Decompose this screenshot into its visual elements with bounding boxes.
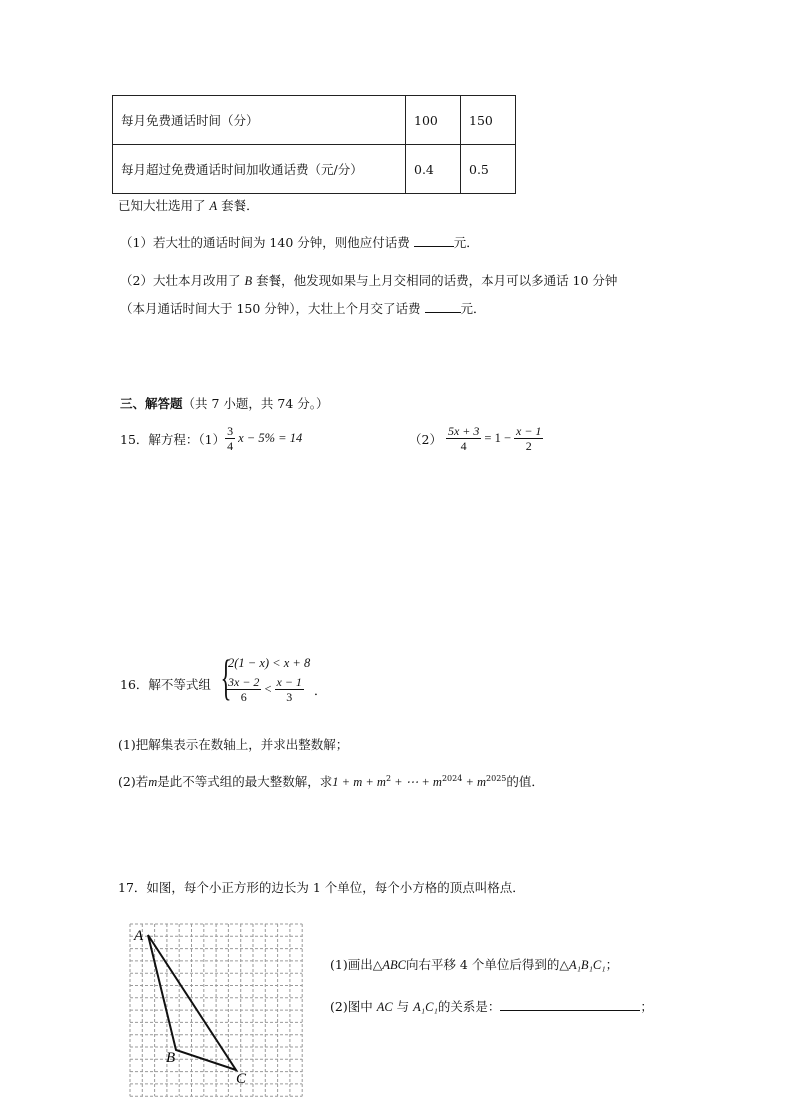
- q16-part2: (2)若m是此不等式组的最大整数解，求$1 + m + m^2$ + ⋯ + $m^{2024} + m^{2025}$的值．: [118, 773, 544, 789]
- answer-blank[interactable]: [500, 998, 640, 1011]
- vertex-label-b: B: [166, 1050, 176, 1066]
- table-cell: 每月免费通话时间（分）: [113, 96, 406, 145]
- vertex-label-a: A: [134, 928, 144, 944]
- fraction: $\frac{5x + 3}{4}$: [447, 424, 480, 453]
- q16-part1: (1)把解集表示在数轴上，并求出整数解；: [118, 737, 349, 752]
- q14-intro: 已知大壮选用了 A 套餐．: [118, 198, 259, 213]
- q15-eq2: （2） $\frac{5x + 3}{4}$ = 1 − $\frac{x - 1}{2}$: [409, 424, 542, 453]
- brace-icon: {: [220, 649, 232, 705]
- q17-part1: (1)画出△ABC向右平移 4 个单位后得到的△A₁B₁C₁；: [330, 957, 619, 972]
- table-cell: 0.5: [461, 145, 516, 194]
- grid-figure: [126, 920, 312, 1110]
- table-cell: 0.4: [406, 145, 461, 194]
- table-cell: 100: [406, 96, 461, 145]
- table-cell: 每月超过免费通话时间加收通话费（元/分）: [113, 145, 406, 194]
- fraction: $\frac{x - 1}{2}$: [516, 424, 542, 453]
- grid-lines: [130, 924, 302, 1096]
- q14-part2-line1: （2）大壮本月改用了 B 套餐，他发现如果与上月交相同的话费，本月可以多通话 10 分钟: [120, 273, 618, 288]
- fraction: $\frac{3x - 2}{6}$: [228, 675, 260, 704]
- answer-blank[interactable]: [425, 300, 461, 313]
- fraction: $\frac{3}{4}$: [227, 424, 234, 453]
- q14-part1: （1）若大壮的通话时间为 140 分钟，则他应付话费 元．: [120, 235, 479, 250]
- table-row: [113, 96, 516, 145]
- fraction: $\frac{x - 1}{3}$: [276, 675, 302, 704]
- q16-ineq1: 2(1 − x) < x + 8: [228, 656, 311, 670]
- fee-table: [112, 95, 516, 194]
- q14-part2-line2: （本月通话时间大于 150 分钟），大壮上个月交了话费 元．: [120, 301, 486, 316]
- answer-blank[interactable]: [414, 234, 454, 247]
- q15-eq1: 15．解方程：（1） $\frac{3}{4}$ x − 5% = 14: [120, 424, 303, 453]
- q17-part2: (2)图中 AC 与 A₁C₁的关系是： ；: [330, 999, 653, 1014]
- q16-label: 16．解不等式组: [120, 677, 211, 692]
- table-cell: 150: [461, 96, 516, 145]
- q17-intro: 17．如图，每个小正方形的边长为 1 个单位，每个小方格的顶点叫格点．: [118, 880, 525, 895]
- vertex-label-c: C: [236, 1071, 247, 1087]
- section-heading: 三、解答题（共 7 小题，共 74 分。）: [120, 396, 329, 411]
- q16-ineq2: $\frac{3x - 2}{6}$ < $\frac{x - 1}{3}$ ．: [228, 675, 327, 704]
- table-row: [113, 145, 516, 194]
